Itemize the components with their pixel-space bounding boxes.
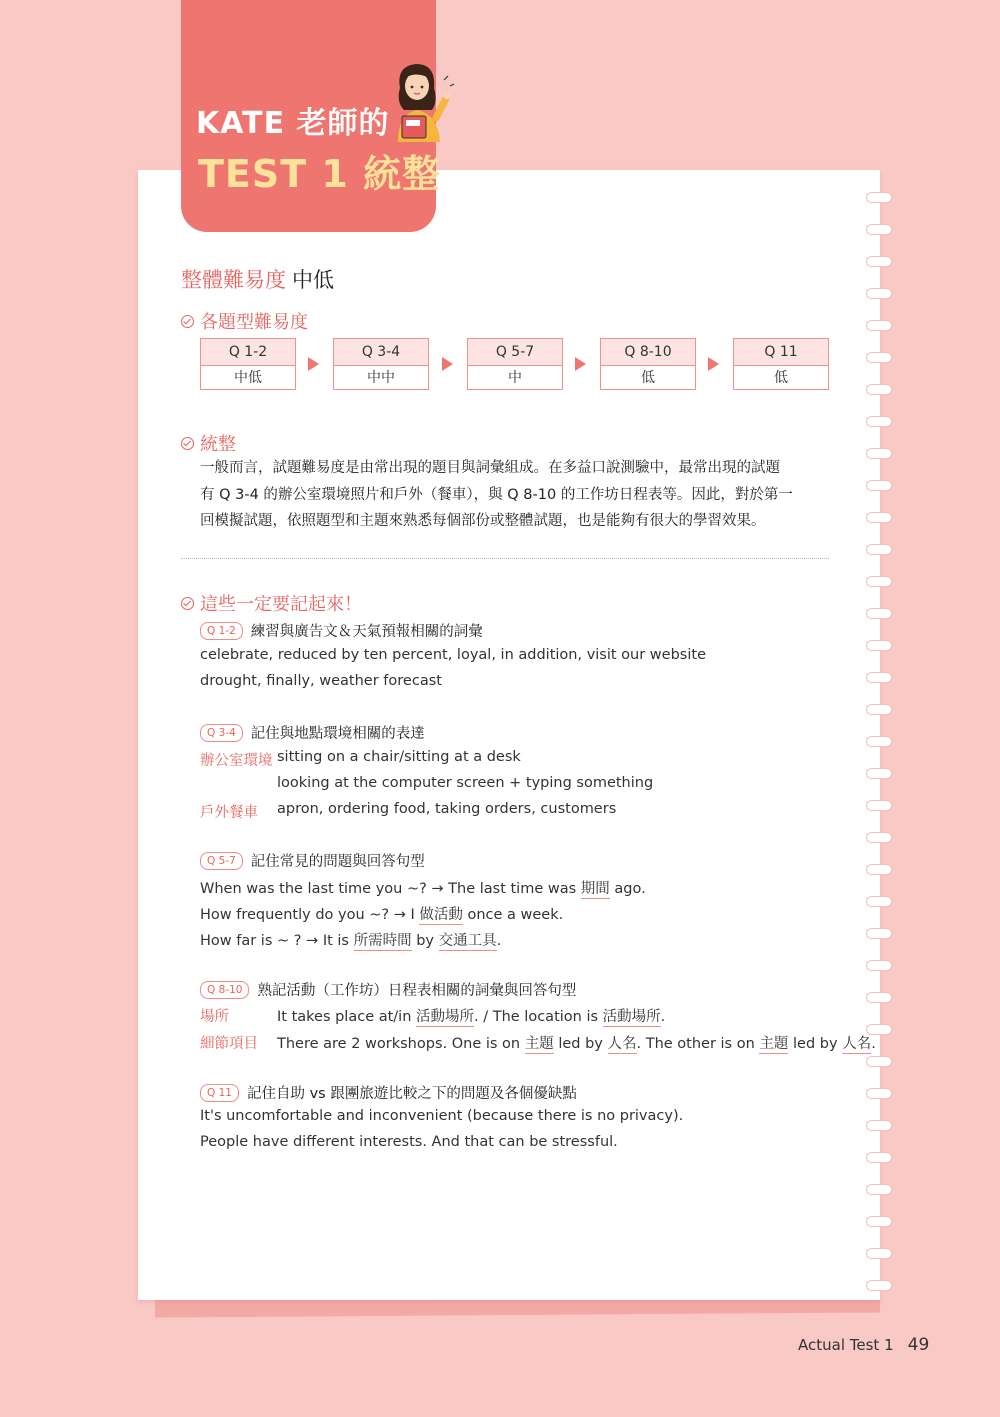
expression-line: sitting on a chair/sitting at a desk — [277, 749, 521, 765]
blank-term: 交通工具 — [438, 933, 497, 949]
question-tag: Q 11 — [200, 1084, 239, 1102]
overall-label: 整體難易度 — [181, 268, 286, 292]
difficulty-level: 中 — [508, 370, 522, 386]
header-title-line2: TEST 1 統整 — [198, 152, 442, 196]
binding-ring — [866, 736, 892, 747]
blank-term: 做活動 — [419, 907, 463, 923]
blank-term: 主題 — [759, 1036, 789, 1052]
binding-ring — [866, 960, 892, 971]
binding-ring — [866, 416, 892, 427]
blank-term: 所需時間 — [353, 933, 412, 949]
binding-ring — [866, 608, 892, 619]
text: . — [496, 933, 502, 949]
blank-term: 主題 — [524, 1036, 554, 1052]
food-truck-label: 戶外餐車 — [200, 805, 258, 821]
remember-heading — [181, 590, 362, 616]
spiral-binding — [866, 192, 896, 1302]
text: When was the last time you ~? → The last time was — [200, 881, 581, 897]
q12-heading — [200, 620, 483, 641]
expression-line: looking at the computer screen + typing something — [277, 775, 654, 791]
answer-line: It's uncomfortable and inconvenient (because there is no privacy). — [200, 1108, 684, 1124]
vocab-line: drought, finally, weather forecast — [200, 673, 442, 689]
arrow-right-icon — [442, 357, 453, 371]
difficulty-box — [733, 338, 829, 390]
vocab-line: celebrate, reduced by ten percent, loyal, in addition, visit our website — [200, 647, 706, 663]
binding-ring — [866, 1280, 892, 1291]
binding-ring — [866, 192, 892, 203]
q11-heading — [200, 1082, 577, 1103]
text: How far is ~ ? → It is — [200, 933, 354, 949]
difficulty-level: 中中 — [367, 370, 395, 386]
blank-term: 活動場所 — [416, 1009, 475, 1025]
binding-ring — [866, 672, 892, 683]
binding-ring — [866, 768, 892, 779]
check-circle-icon — [181, 597, 194, 610]
binding-ring — [866, 928, 892, 939]
arrow-right-icon — [308, 357, 319, 371]
header-title-line1: KATE 老師的 — [196, 106, 390, 141]
expression-line: apron, ordering food, taking orders, customers — [277, 801, 617, 817]
question-tag: Q 5-7 — [200, 852, 243, 870]
difficulty-level: 低 — [641, 370, 655, 386]
binding-ring — [866, 352, 892, 363]
difficulty-question: Q 8-10 — [601, 339, 695, 366]
difficulty-question: Q 1-2 — [201, 339, 295, 366]
binding-ring — [866, 448, 892, 459]
summary-heading-text: 統整 — [200, 434, 236, 455]
text: . / The location is — [474, 1009, 603, 1025]
text: . — [871, 1036, 876, 1052]
binding-ring — [866, 800, 892, 811]
binding-ring — [866, 384, 892, 395]
q57-title: 記住常見的問題與回答句型 — [250, 854, 425, 870]
check-circle-icon — [181, 315, 194, 328]
dotted-divider — [181, 558, 829, 559]
q11-title: 記住自助 vs 跟團旅遊比較之下的問題及各個優缺點 — [246, 1086, 577, 1102]
q12-title: 練習與廣告文＆天氣預報相關的詞彙 — [250, 624, 483, 640]
difficulty-box — [600, 338, 696, 390]
text: ago. — [609, 881, 646, 897]
summary-line: 回模擬試題，依照題型和主題來熟悉每個部份或整體試題，也是能夠有很大的學習效果。 — [200, 513, 766, 529]
per-type-heading-text: 各題型難易度 — [200, 312, 308, 333]
difficulty-question: Q 5-7 — [468, 339, 562, 366]
binding-ring — [866, 640, 892, 651]
q810-title: 熟記活動（工作坊）日程表相關的詞彙與回答句型 — [257, 983, 577, 999]
text: There are 2 workshops. One is on — [277, 1036, 525, 1052]
summary-line: 一般而言，試題難易度是由常出現的題目與詞彙組成。在多益口說測驗中，最常出現的試題 — [200, 460, 780, 476]
check-circle-icon — [181, 437, 194, 450]
binding-ring — [866, 704, 892, 715]
binding-ring — [866, 224, 892, 235]
binding-ring — [866, 1152, 892, 1163]
teacher-illustration — [382, 58, 454, 142]
question-tag: Q 1-2 — [200, 622, 243, 640]
binding-ring — [866, 288, 892, 299]
difficulty-level: 低 — [774, 370, 788, 386]
difficulty-question: Q 3-4 — [334, 339, 428, 366]
pattern-line — [200, 877, 646, 898]
details-label: 細節項目 — [200, 1036, 258, 1052]
q810-heading — [200, 979, 576, 1000]
pattern-line — [200, 929, 501, 950]
difficulty-box — [333, 338, 429, 390]
summary-line: 有 Q 3-4 的辦公室環境照片和戶外（餐車），與 Q 8-10 的工作坊日程表等。因此，對於第一 — [200, 486, 793, 503]
pattern-line — [277, 1005, 665, 1026]
text: It takes place at/in — [277, 1009, 417, 1025]
overall-level: 中低 — [292, 268, 334, 292]
pattern-line — [200, 903, 563, 924]
binding-ring — [866, 1120, 892, 1131]
binding-ring — [866, 576, 892, 587]
question-tag: Q 3-4 — [200, 724, 243, 742]
binding-ring — [866, 1056, 892, 1067]
binding-ring — [866, 1216, 892, 1227]
blank-term: 人名 — [842, 1036, 872, 1052]
q57-heading — [200, 850, 425, 871]
binding-ring — [866, 256, 892, 267]
text: once a week. — [462, 907, 564, 923]
difficulty-box — [467, 338, 563, 390]
text: led by — [553, 1036, 608, 1052]
text: . The other is on — [636, 1036, 760, 1052]
text: How frequently do you ~? → I — [200, 907, 420, 923]
blank-term: 期間 — [580, 881, 610, 897]
binding-ring — [866, 480, 892, 491]
binding-ring — [866, 1088, 892, 1099]
page-number: 49 — [907, 1335, 930, 1355]
blank-term: 活動場所 — [602, 1009, 661, 1025]
footer-label: Actual Test 1 — [798, 1336, 894, 1354]
binding-ring — [866, 992, 892, 1003]
office-label: 辦公室環境 — [200, 753, 273, 769]
arrow-right-icon — [708, 357, 719, 371]
binding-ring — [866, 1184, 892, 1195]
q34-heading — [200, 722, 425, 743]
blank-term: 人名 — [607, 1036, 637, 1052]
difficulty-level: 中低 — [234, 370, 262, 386]
binding-ring — [866, 320, 892, 331]
binding-ring — [866, 832, 892, 843]
page-footer — [798, 1335, 929, 1355]
summary-paragraph — [200, 455, 793, 535]
overall-difficulty — [181, 264, 334, 294]
arrow-right-icon — [575, 357, 586, 371]
answer-line: People have different interests. And that can be stressful. — [200, 1134, 618, 1150]
binding-ring — [866, 896, 892, 907]
question-tag: Q 8-10 — [200, 981, 249, 999]
pattern-line — [277, 1032, 876, 1053]
binding-ring — [866, 512, 892, 523]
difficulty-box — [200, 338, 296, 390]
binding-ring — [866, 864, 892, 875]
binding-ring — [866, 1248, 892, 1259]
location-label: 場所 — [200, 1009, 229, 1025]
text: . — [660, 1009, 666, 1025]
text: by — [411, 933, 439, 949]
summary-heading — [181, 430, 236, 456]
q34-title: 記住與地點環境相關的表達 — [250, 726, 425, 742]
remember-heading-text: 這些一定要記起來！ — [200, 594, 362, 615]
difficulty-question: Q 11 — [734, 339, 828, 366]
binding-ring — [866, 544, 892, 555]
per-type-heading — [181, 308, 308, 334]
text: led by — [788, 1036, 843, 1052]
